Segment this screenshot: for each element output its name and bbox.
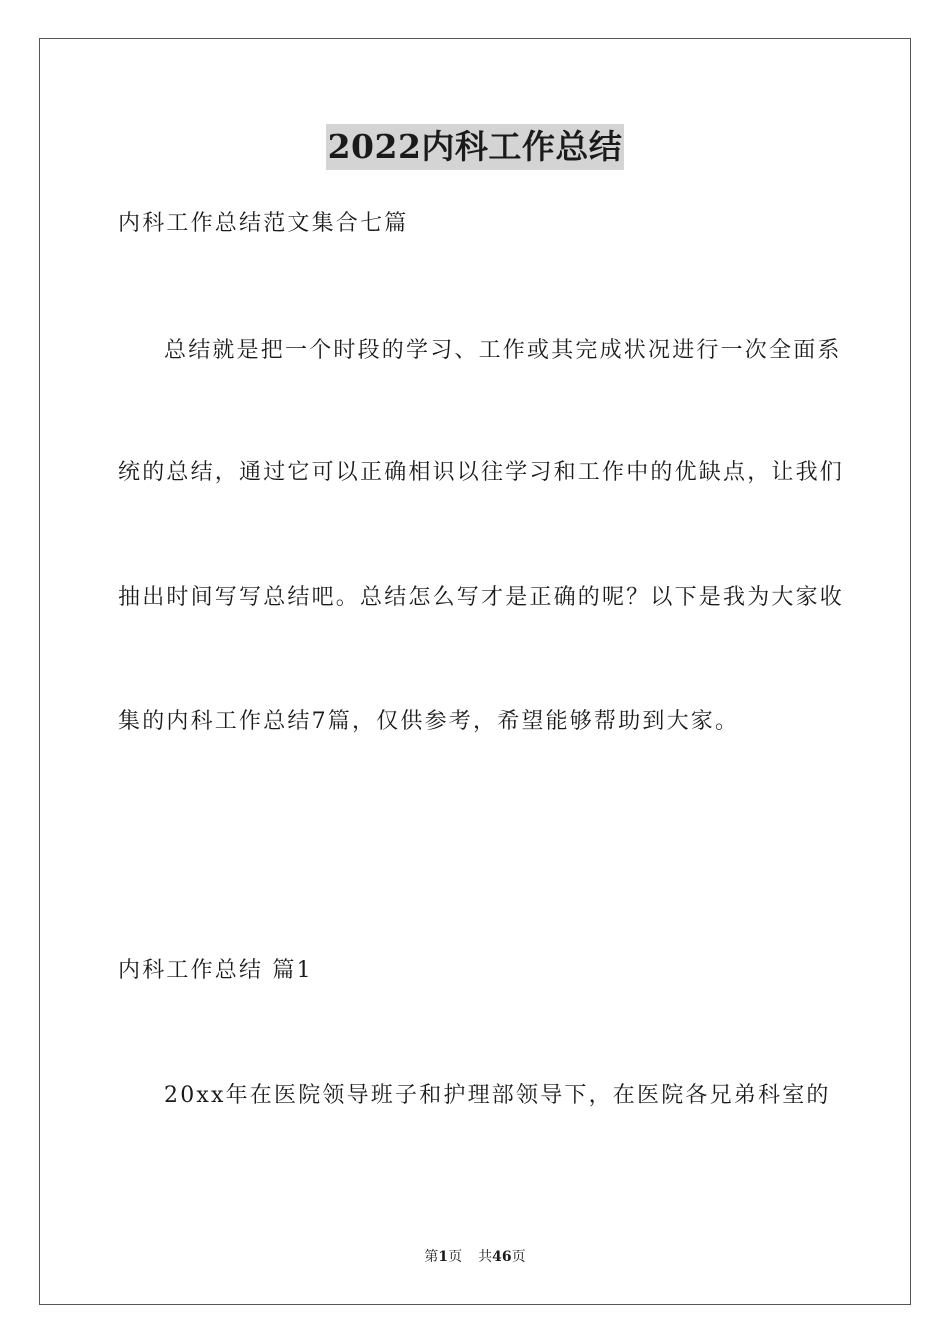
- footer-page-suffix: 页: [448, 1249, 463, 1265]
- document-title: 2022内科工作总结: [326, 124, 625, 170]
- intro-line-4: 集的内科工作总结7篇，仅供参考，希望能够帮助到大家。: [118, 709, 740, 734]
- intro-line-3: 抽出时间写写总结吧。总结怎么写才是正确的呢？以下是我为大家收: [118, 585, 845, 610]
- section-heading: 内科工作总结 篇1: [118, 958, 313, 983]
- page-footer: [0, 1248, 950, 1266]
- intro-line-2: 统的总结，通过它可以正确相识以往学习和工作中的优缺点，让我们: [118, 460, 845, 485]
- footer-page-current: 1: [438, 1249, 449, 1265]
- document-subtitle: 内科工作总结范文集合七篇: [118, 211, 409, 236]
- title-container: [0, 124, 950, 170]
- section-first-line: 20xx年在医院领导班子和护理部领导下，在医院各兄弟科室的: [164, 1083, 831, 1108]
- footer-total-prefix: 共: [478, 1249, 493, 1265]
- footer-total-suffix: 页: [511, 1249, 526, 1265]
- footer-page-total: 46: [492, 1249, 512, 1265]
- intro-line-1: 总结就是把一个时段的学习、工作或其完成状况进行一次全面系: [164, 338, 842, 363]
- footer-page-prefix: 第: [424, 1249, 439, 1265]
